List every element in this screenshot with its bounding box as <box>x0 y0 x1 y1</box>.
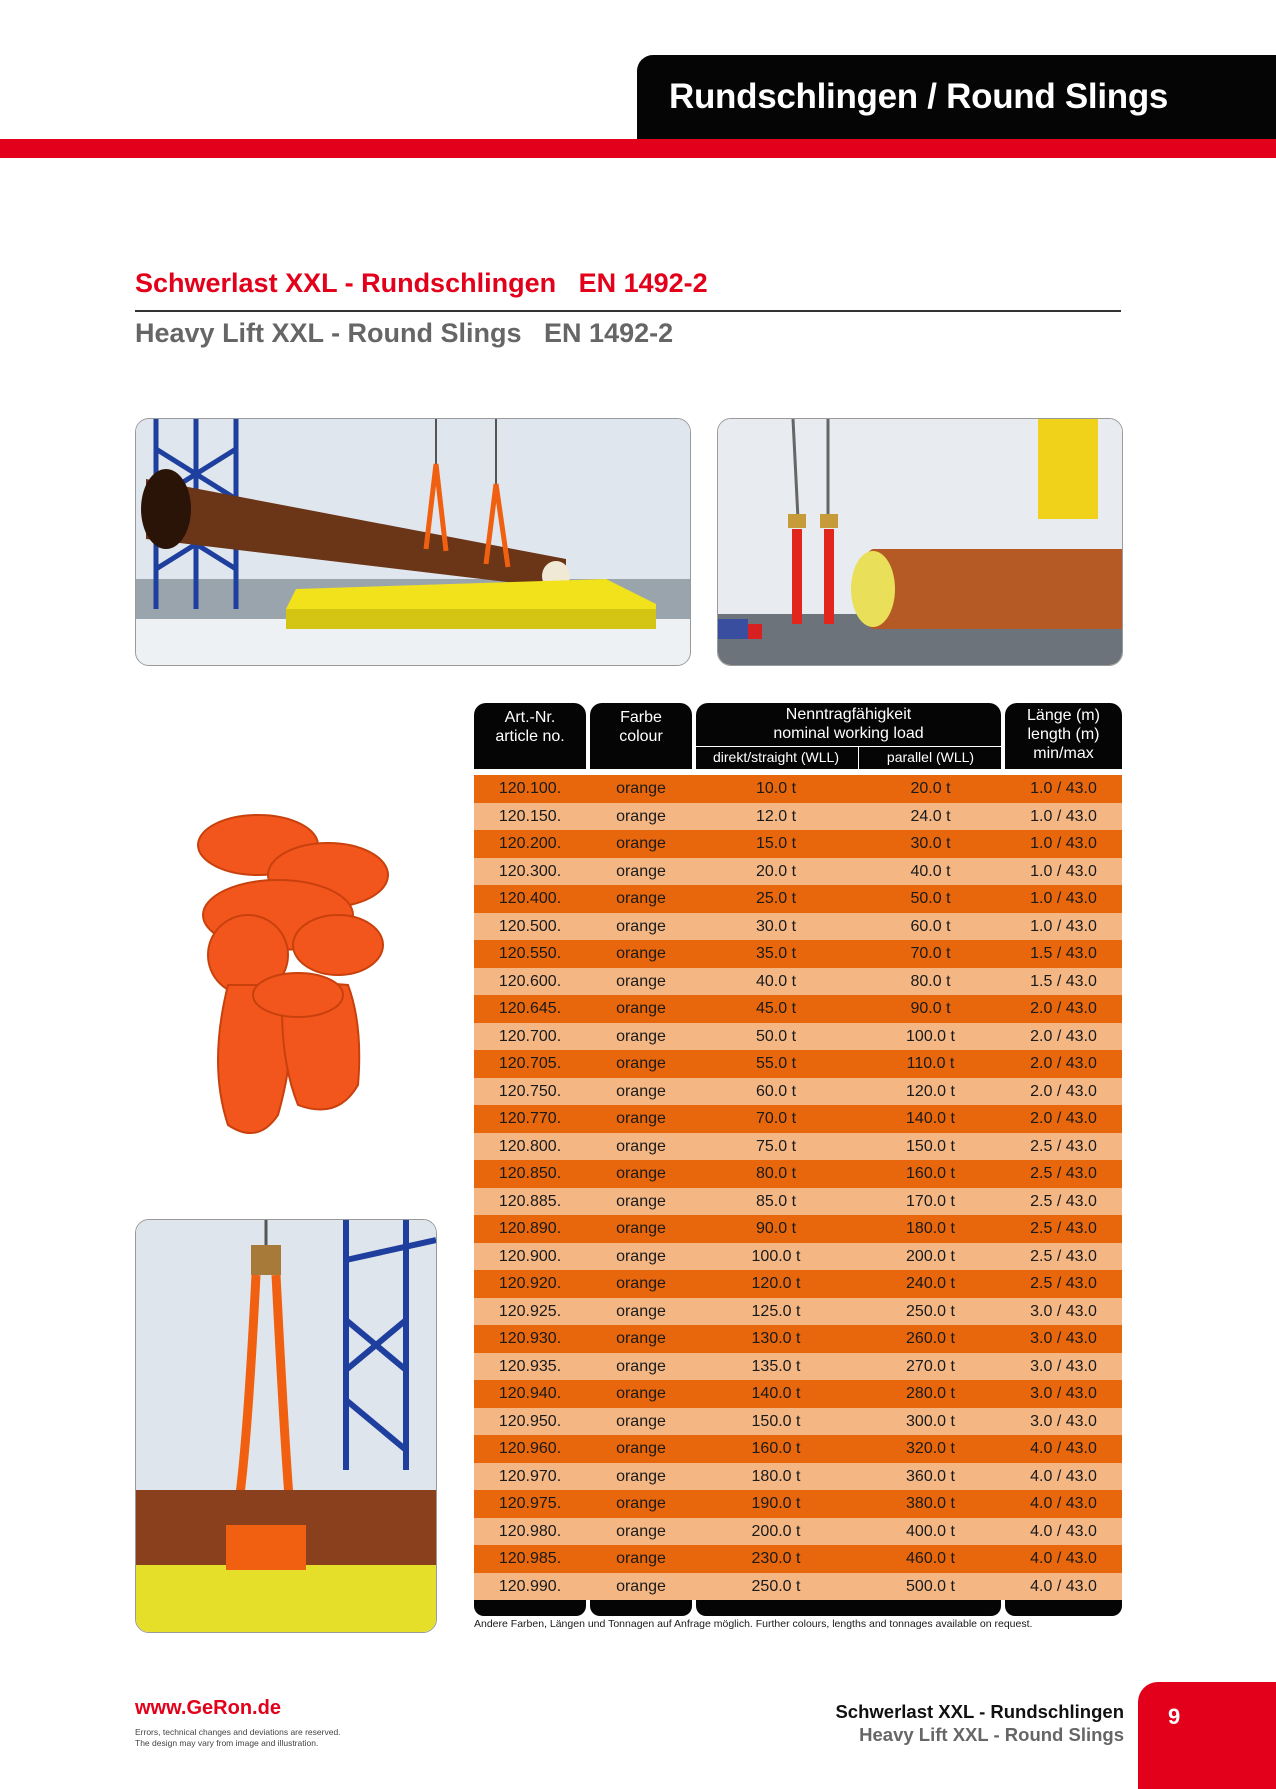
cell-colour: orange <box>616 1137 666 1155</box>
table-row <box>474 995 1122 1023</box>
cell-article: 120.300. <box>498 862 562 880</box>
cell-article: 120.770. <box>498 1110 562 1127</box>
cell-article: 120.935. <box>498 1357 562 1375</box>
cell-article: 120.850. <box>498 1165 562 1182</box>
table-row <box>474 1105 1122 1133</box>
header-wll-de: Nenntragfähigkeit <box>785 706 912 723</box>
cell-wll-straight: 55.0 t <box>755 1055 797 1072</box>
cell-length: 1.0 / 43.0 <box>1030 890 1097 907</box>
header-wll-en: nominal working load <box>773 725 924 742</box>
product-title-de: Schwerlast XXL - Rundschlingen EN 1492-2 <box>135 268 708 298</box>
cell-article: 120.750. <box>498 1082 562 1100</box>
cell-article: 120.890. <box>498 1220 562 1237</box>
product-table <box>474 703 1122 1616</box>
cell-wll-straight: 35.0 t <box>755 945 797 962</box>
cell-colour: orange <box>616 835 666 852</box>
cell-wll-straight: 140.0 t <box>751 1385 801 1402</box>
header-length-en: length (m) <box>1027 726 1100 743</box>
table-row <box>474 885 1122 913</box>
header-red-bar <box>0 139 1276 158</box>
cell-article: 120.600. <box>498 972 562 990</box>
table-note: Andere Farben, Längen und Tonnagen auf Anfrage möglich. Further colours, lengths and tonnages available on request. <box>474 1618 1033 1630</box>
cell-wll-straight: 40.0 t <box>755 972 797 990</box>
cell-wll-straight: 75.0 t <box>755 1137 797 1155</box>
cell-article: 120.975. <box>498 1495 562 1512</box>
cell-colour: orange <box>616 1330 666 1347</box>
cell-wll-parallel: 460.0 t <box>906 1550 955 1567</box>
cell-wll-parallel: 24.0 t <box>910 807 951 825</box>
table-row <box>474 1243 1122 1271</box>
header-length-minmax: min/max <box>1033 745 1094 762</box>
website-link[interactable]: www.GeRon.de <box>135 1697 281 1719</box>
cell-wll-parallel: 150.0 t <box>906 1137 955 1155</box>
cell-wll-parallel: 300.0 t <box>906 1412 955 1430</box>
cell-length: 1.0 / 43.0 <box>1030 835 1097 852</box>
cell-length: 1.0 / 43.0 <box>1030 917 1097 935</box>
cell-article: 120.150. <box>498 807 562 825</box>
cell-article: 120.800. <box>498 1137 562 1155</box>
section-header-tab <box>637 55 1276 139</box>
cell-length: 3.0 / 43.0 <box>1030 1330 1097 1347</box>
table-row <box>474 1518 1122 1546</box>
cell-colour: orange <box>616 1275 666 1292</box>
cell-wll-straight: 70.0 t <box>755 1110 797 1127</box>
cell-length: 3.0 / 43.0 <box>1030 1385 1097 1402</box>
cell-length: 2.5 / 43.0 <box>1030 1165 1097 1182</box>
photo-vertical-sling-lift <box>135 1219 437 1633</box>
cell-length: 4.0 / 43.0 <box>1030 1522 1097 1540</box>
cell-wll-parallel: 60.0 t <box>910 917 951 935</box>
cell-colour: orange <box>616 1302 666 1320</box>
cell-length: 1.5 / 43.0 <box>1030 945 1097 962</box>
cell-article: 120.645. <box>498 1000 562 1017</box>
cell-wll-straight: 135.0 t <box>751 1357 801 1375</box>
cell-wll-parallel: 320.0 t <box>906 1440 955 1457</box>
table-row <box>474 803 1122 831</box>
table-row <box>474 1408 1122 1436</box>
cell-length: 1.5 / 43.0 <box>1030 972 1097 990</box>
cell-length: 4.0 / 43.0 <box>1030 1495 1097 1512</box>
table-body <box>474 775 1122 1600</box>
cell-wll-parallel: 90.0 t <box>910 1000 951 1017</box>
table-row <box>474 913 1122 941</box>
table-row <box>474 830 1122 858</box>
table-row <box>474 1545 1122 1573</box>
title-divider <box>135 310 1121 312</box>
table-row <box>474 1380 1122 1408</box>
cell-wll-straight: 85.0 t <box>755 1192 797 1210</box>
cell-article: 120.960. <box>498 1440 562 1457</box>
cell-article: 120.930. <box>498 1330 562 1347</box>
cell-colour: orange <box>616 917 666 935</box>
cell-colour: orange <box>616 862 666 880</box>
header-wll-parallel: parallel (WLL) <box>886 749 975 765</box>
cell-article: 120.400. <box>498 890 562 907</box>
table-row <box>474 1435 1122 1463</box>
cell-article: 120.700. <box>498 1027 562 1045</box>
cell-length: 2.0 / 43.0 <box>1030 1055 1097 1072</box>
cell-wll-straight: 10.0 t <box>755 780 797 797</box>
cell-length: 2.0 / 43.0 <box>1030 1082 1097 1100</box>
cell-colour: orange <box>616 1027 666 1045</box>
cell-length: 2.5 / 43.0 <box>1030 1247 1097 1265</box>
header-wll-divider <box>696 746 1001 747</box>
table-row <box>474 775 1122 803</box>
header-length <box>1005 703 1122 769</box>
cell-length: 3.0 / 43.0 <box>1030 1412 1097 1430</box>
cell-wll-parallel: 380.0 t <box>906 1495 955 1512</box>
cell-wll-parallel: 40.0 t <box>910 862 951 880</box>
page-number-tab <box>1138 1682 1276 1789</box>
cell-wll-parallel: 280.0 t <box>906 1385 955 1402</box>
cell-wll-straight: 230.0 t <box>751 1550 801 1567</box>
cell-article: 120.550. <box>498 945 562 962</box>
cell-wll-straight: 90.0 t <box>755 1220 797 1237</box>
cell-wll-parallel: 110.0 t <box>906 1055 955 1072</box>
table-row <box>474 1023 1122 1051</box>
cell-length: 4.0 / 43.0 <box>1030 1577 1097 1595</box>
header-working-load <box>696 703 1001 769</box>
header-wll-split <box>858 747 859 769</box>
cell-colour: orange <box>616 1357 666 1375</box>
cell-wll-parallel: 20.0 t <box>910 780 951 797</box>
table-row <box>474 1463 1122 1491</box>
table-footer <box>474 1600 1122 1616</box>
header-colour-en: colour <box>619 728 663 745</box>
cell-colour: orange <box>616 972 666 990</box>
cell-wll-parallel: 400.0 t <box>906 1522 955 1540</box>
cell-wll-straight: 125.0 t <box>751 1302 801 1320</box>
cell-wll-straight: 30.0 t <box>755 917 797 935</box>
cell-wll-parallel: 70.0 t <box>910 945 951 962</box>
cell-length: 2.5 / 43.0 <box>1030 1220 1097 1237</box>
cell-wll-straight: 60.0 t <box>755 1082 797 1100</box>
page-number: 9 <box>1168 1704 1181 1729</box>
cell-length: 1.0 / 43.0 <box>1030 862 1097 880</box>
table-row <box>474 1270 1122 1298</box>
cell-article: 120.500. <box>498 917 562 935</box>
cell-colour: orange <box>616 1000 666 1017</box>
header-colour-de: Farbe <box>620 709 662 726</box>
cell-colour: orange <box>616 1577 666 1595</box>
disclaimer-line-1: Errors, technical changes and deviations are reserved. <box>135 1727 341 1737</box>
cell-article: 120.100. <box>498 780 562 797</box>
header-article-en: article no. <box>495 728 565 745</box>
cell-article: 120.900. <box>498 1247 562 1265</box>
cell-article: 120.925. <box>498 1302 562 1320</box>
cell-article: 120.970. <box>498 1467 562 1485</box>
cell-colour: orange <box>616 1440 666 1457</box>
table-row <box>474 858 1122 886</box>
photo-pipe-lift <box>135 418 691 666</box>
table-row <box>474 1078 1122 1106</box>
cell-colour: orange <box>616 1467 666 1485</box>
footer-title-de: Schwerlast XXL - Rundschlingen <box>835 1701 1124 1722</box>
table-row <box>474 968 1122 996</box>
cell-article: 120.940. <box>498 1385 562 1402</box>
table-row <box>474 1353 1122 1381</box>
photo-monopile-lift <box>717 418 1123 666</box>
cell-length: 2.5 / 43.0 <box>1030 1137 1097 1155</box>
cell-article: 120.885. <box>498 1192 562 1210</box>
cell-length: 4.0 / 43.0 <box>1030 1550 1097 1567</box>
cell-colour: orange <box>616 1550 666 1567</box>
header-colour <box>590 703 692 769</box>
cell-colour: orange <box>616 1412 666 1430</box>
cell-article: 120.980. <box>498 1522 562 1540</box>
cell-wll-parallel: 120.0 t <box>906 1082 955 1100</box>
cell-wll-straight: 80.0 t <box>755 1165 797 1182</box>
cell-wll-parallel: 240.0 t <box>906 1275 955 1292</box>
cell-article: 120.950. <box>498 1412 562 1430</box>
cell-wll-straight: 100.0 t <box>751 1247 801 1265</box>
cell-wll-straight: 50.0 t <box>755 1027 797 1045</box>
table-row <box>474 1490 1122 1518</box>
table-row <box>474 1298 1122 1326</box>
cell-wll-parallel: 140.0 t <box>906 1110 955 1127</box>
header-article <box>474 703 586 769</box>
cell-length: 3.0 / 43.0 <box>1030 1357 1097 1375</box>
cell-wll-straight: 25.0 t <box>755 890 797 907</box>
footer-cap <box>590 1600 692 1616</box>
table-row <box>474 940 1122 968</box>
cell-wll-parallel: 260.0 t <box>906 1330 955 1347</box>
cell-wll-straight: 160.0 t <box>751 1440 801 1457</box>
table-row <box>474 1133 1122 1161</box>
cell-length: 2.0 / 43.0 <box>1030 1027 1097 1045</box>
disclaimer <box>135 1727 341 1749</box>
cell-wll-straight: 150.0 t <box>751 1412 801 1430</box>
cell-length: 2.0 / 43.0 <box>1030 1110 1097 1127</box>
header-length-de: Länge (m) <box>1027 707 1100 724</box>
cell-wll-parallel: 160.0 t <box>906 1165 955 1182</box>
cell-length: 2.5 / 43.0 <box>1030 1192 1097 1210</box>
cell-colour: orange <box>616 1495 666 1512</box>
footer-cap <box>696 1600 1001 1616</box>
cell-colour: orange <box>616 890 666 907</box>
footer-title-en: Heavy Lift XXL - Round Slings <box>859 1724 1124 1745</box>
cell-colour: orange <box>616 1110 666 1127</box>
section-title: Rundschlingen / Round Slings <box>669 77 1169 116</box>
table-row <box>474 1215 1122 1243</box>
cell-wll-straight: 45.0 t <box>755 1000 797 1017</box>
cell-wll-straight: 15.0 t <box>755 835 797 852</box>
cell-wll-parallel: 360.0 t <box>906 1467 955 1485</box>
cell-article: 120.985. <box>498 1550 562 1567</box>
cell-colour: orange <box>616 1192 666 1210</box>
cell-length: 1.0 / 43.0 <box>1030 780 1097 797</box>
cell-wll-parallel: 80.0 t <box>910 972 951 990</box>
cell-wll-parallel: 200.0 t <box>906 1247 955 1265</box>
footer-cap <box>474 1600 586 1616</box>
cell-wll-straight: 120.0 t <box>751 1275 801 1292</box>
cell-wll-parallel: 100.0 t <box>906 1027 955 1045</box>
cell-colour: orange <box>616 1247 666 1265</box>
cell-wll-parallel: 250.0 t <box>906 1302 955 1320</box>
table-row <box>474 1050 1122 1078</box>
cell-wll-parallel: 270.0 t <box>906 1357 955 1375</box>
cell-wll-straight: 180.0 t <box>751 1467 801 1485</box>
cell-length: 2.5 / 43.0 <box>1030 1275 1097 1292</box>
cell-colour: orange <box>616 780 666 797</box>
cell-colour: orange <box>616 1385 666 1402</box>
disclaimer-line-2: The design may vary from image and illustration. <box>135 1738 319 1748</box>
cell-colour: orange <box>616 1522 666 1540</box>
cell-wll-straight: 250.0 t <box>751 1577 801 1595</box>
cell-length: 1.0 / 43.0 <box>1030 807 1097 825</box>
cell-wll-straight: 190.0 t <box>751 1495 801 1512</box>
cell-wll-straight: 12.0 t <box>755 807 797 825</box>
cell-colour: orange <box>616 1220 666 1237</box>
cell-length: 4.0 / 43.0 <box>1030 1467 1097 1485</box>
table-row <box>474 1573 1122 1601</box>
cell-colour: orange <box>616 1165 666 1182</box>
cell-wll-parallel: 500.0 t <box>906 1577 955 1595</box>
cell-wll-parallel: 30.0 t <box>910 835 951 852</box>
cell-article: 120.705. <box>498 1055 562 1072</box>
cell-length: 4.0 / 43.0 <box>1030 1440 1097 1457</box>
cell-wll-parallel: 50.0 t <box>910 890 951 907</box>
header-wll-straight: direkt/straight (WLL) <box>712 749 840 765</box>
table-header <box>474 703 1122 769</box>
cell-colour: orange <box>616 807 666 825</box>
cell-wll-parallel: 170.0 t <box>906 1192 955 1210</box>
product-title-en: Heavy Lift XXL - Round Slings EN 1492-2 <box>135 318 674 348</box>
product-image-round-slings <box>188 805 398 1145</box>
cell-colour: orange <box>616 945 666 962</box>
table-row <box>474 1160 1122 1188</box>
cell-wll-parallel: 180.0 t <box>906 1220 955 1237</box>
cell-article: 120.990. <box>498 1577 562 1595</box>
cell-wll-straight: 200.0 t <box>751 1522 801 1540</box>
header-article-de: Art.-Nr. <box>504 709 556 726</box>
footer-section-title <box>835 1700 1124 1746</box>
cell-length: 3.0 / 43.0 <box>1030 1302 1097 1320</box>
cell-wll-straight: 20.0 t <box>755 862 797 880</box>
cell-colour: orange <box>616 1055 666 1072</box>
cell-article: 120.200. <box>498 835 562 852</box>
cell-wll-straight: 130.0 t <box>751 1330 801 1347</box>
footer-cap <box>1005 1600 1122 1616</box>
cell-colour: orange <box>616 1082 666 1100</box>
table-row <box>474 1188 1122 1216</box>
cell-article: 120.920. <box>498 1275 562 1292</box>
cell-length: 2.0 / 43.0 <box>1030 1000 1097 1017</box>
table-row <box>474 1325 1122 1353</box>
